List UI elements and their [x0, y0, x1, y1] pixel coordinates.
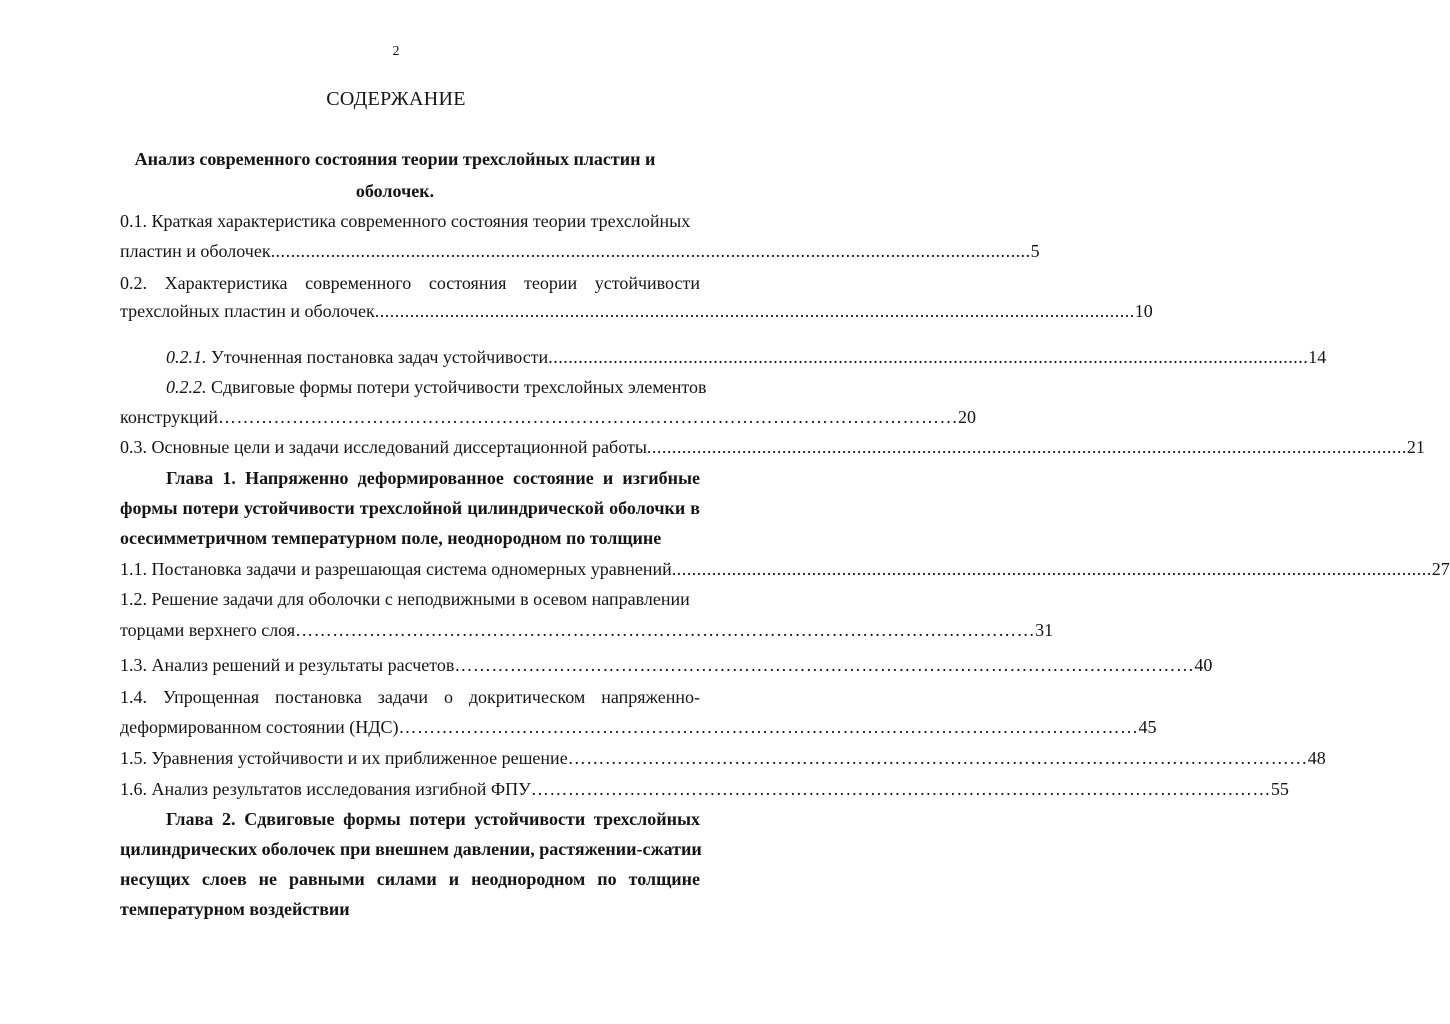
dot-leader: ........................................................................................................................................................ — [671, 559, 1432, 579]
toc-entry-text: торцами верхнего слоя — [120, 620, 296, 640]
dot-leader: ………………………………………………………………………………………………………… — [295, 620, 1036, 640]
toc-entry-1-4-line1: 1.4. Упрощенная постановка задачи о докритическом напряженно- — [120, 687, 700, 707]
toc-entry-text: Уточненная постановка задач устойчивости — [206, 347, 549, 367]
toc-entry-text: 0.3. Основные цели и задачи исследований диссертационной работы — [120, 437, 647, 457]
toc-entry-1-6 — [120, 776, 1289, 802]
toc-entry-1-2 — [120, 617, 1054, 643]
toc-entry-0-1 — [120, 238, 1040, 264]
page-title: СОДЕРЖАНИЕ — [326, 88, 466, 110]
toc-entry-1-4 — [120, 714, 1157, 740]
page-number: 2 — [392, 44, 400, 59]
toc-entry-1-5 — [120, 745, 1326, 771]
toc-page-number: 5 — [1030, 241, 1040, 261]
toc-entry-0-3 — [120, 434, 1425, 460]
chapter2-heading-line2: цилиндрических оболочек при внешнем давлении, растяжении-сжатии — [120, 839, 702, 859]
chapter1-heading-line1: Глава 1. Напряженно деформированное состояние и изгибные — [166, 468, 700, 488]
dot-leader: ........................................................................................................................................................ — [646, 437, 1407, 457]
dot-leader: ………………………………………………………………………………………………………… — [454, 655, 1195, 675]
dot-leader: ………………………………………………………………………………………………………… — [217, 407, 958, 427]
chapter2-heading-line4: температурном воздействии — [120, 899, 350, 919]
toc-entry-1-3 — [120, 652, 1213, 678]
dot-leader: ………………………………………………………………………………………………………… — [398, 717, 1139, 737]
toc-entry-0-2-2 — [120, 404, 976, 430]
toc-entry-number: 0.2.2. — [166, 377, 207, 397]
dot-leader: ........................................................................................................................................................ — [548, 347, 1309, 367]
toc-page-number: 20 — [957, 407, 976, 427]
chapter2-heading-line3: несущих слоев не равными силами и неоднородном по толщине — [120, 869, 700, 889]
toc-page-number: 27 — [1431, 559, 1450, 579]
toc-entry-1-2-line1: 1.2. Решение задачи для оболочки с неподвижными в осевом направлении — [120, 589, 690, 609]
dot-leader: ........................................................................................................................................................ — [270, 241, 1031, 261]
toc-entry-0-2 — [120, 298, 1153, 324]
toc-page-number: 10 — [1134, 301, 1153, 321]
intro-heading-line2: оболочек. — [355, 181, 435, 201]
toc-page-number: 14 — [1308, 347, 1327, 367]
toc-entry-text: Сдвиговые формы потери устойчивости трехслойных элементов — [206, 377, 707, 397]
intro-heading-line1: Анализ современного состояния теории трехслойных пластин и — [134, 149, 656, 169]
toc-entry-0-1-line1: 0.1. Краткая характеристика современного состояния теории трехслойных — [120, 211, 691, 231]
toc-entry-text: 1.6. Анализ результатов исследования изгибной ФПУ — [120, 779, 531, 799]
chapter1-heading-line3: осесимметричном температурном поле, неоднородном по толщине — [120, 528, 662, 548]
toc-entry-text: 1.5. Уравнения устойчивости и их приближенное решение — [120, 748, 568, 768]
toc-page-number: 40 — [1194, 655, 1213, 675]
toc-entry-text: 1.3. Анализ решений и результаты расчетов — [120, 655, 455, 675]
chapter1-heading-line2: формы потери устойчивости трехслойной цилиндрической оболочки в — [120, 498, 700, 518]
toc-page-number: 48 — [1307, 748, 1326, 768]
toc-entry-text: 1.1. Постановка задачи и разрешающая система одномерных уравнений — [120, 559, 672, 579]
toc-entry-1-1 — [120, 556, 1450, 582]
toc-entry-text: трехслойных пластин и оболочек — [120, 301, 375, 321]
dot-leader: ………………………………………………………………………………………………………… — [530, 779, 1271, 799]
dot-leader: ........................................................................................................................................................ — [374, 301, 1135, 321]
toc-entry-text: конструкций — [120, 407, 218, 427]
toc-entry-text: деформированном состоянии (НДС) — [120, 717, 399, 737]
toc-entry-0-2-2-line1 — [166, 374, 706, 400]
chapter2-heading-line1: Глава 2. Сдвиговые формы потери устойчивости трехслойных — [166, 809, 700, 829]
toc-page-number: 55 — [1270, 779, 1289, 799]
toc-page-number: 45 — [1138, 717, 1157, 737]
toc-page-number: 21 — [1406, 437, 1425, 457]
toc-entry-number: 0.2.1. — [166, 347, 207, 367]
toc-page-number: 31 — [1035, 620, 1054, 640]
dot-leader: ………………………………………………………………………………………………………… — [567, 748, 1308, 768]
toc-entry-text: пластин и оболочек — [120, 241, 271, 261]
toc-entry-0-2-line1: 0.2. Характеристика современного состояния теории устойчивости — [120, 273, 700, 293]
toc-entry-0-2-1 — [166, 344, 1327, 370]
